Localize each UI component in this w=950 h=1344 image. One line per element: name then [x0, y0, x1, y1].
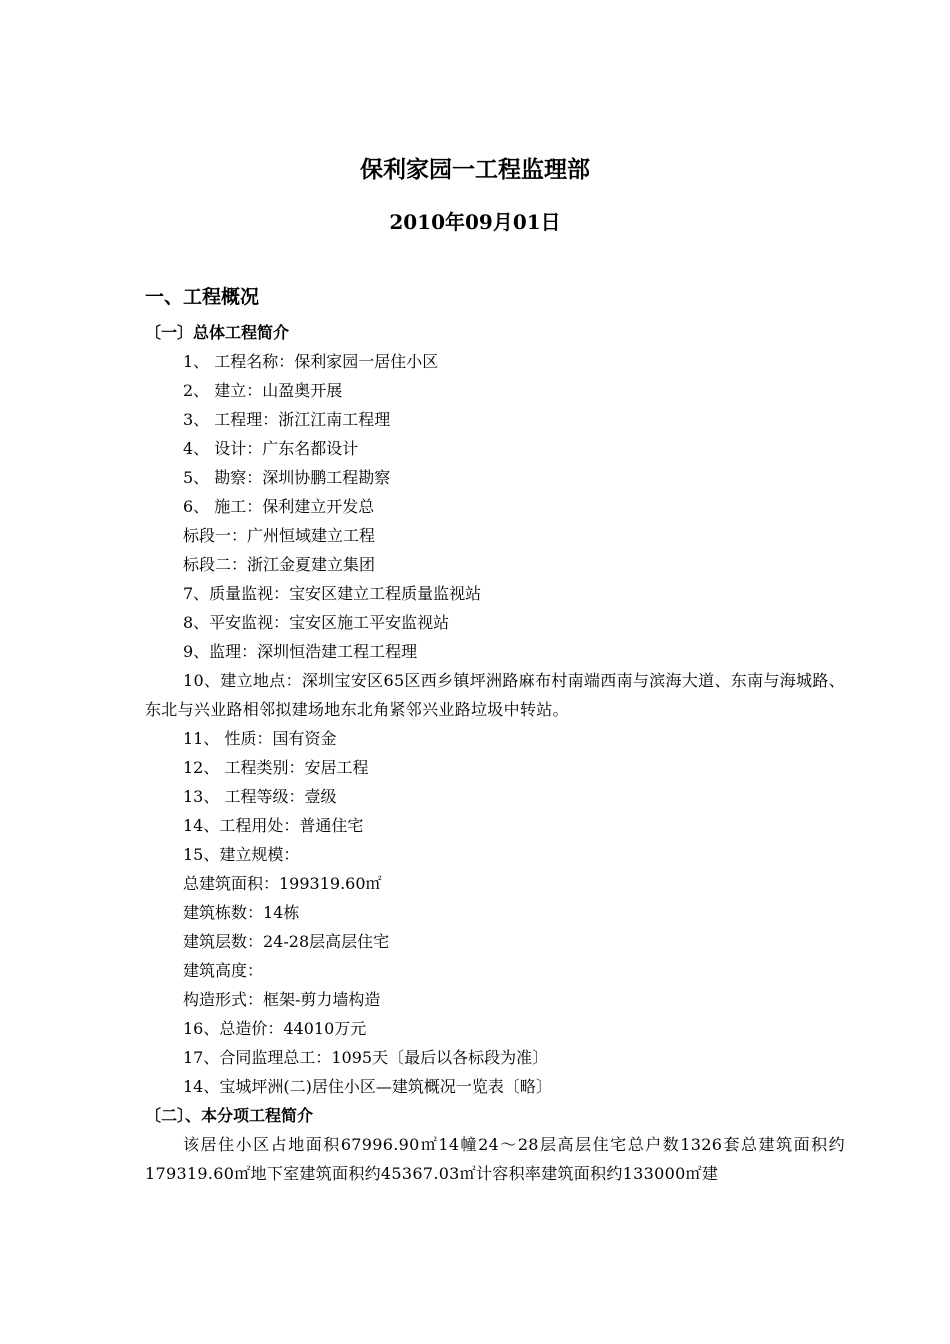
list-item: 建筑层数：24-28层高层住宅: [183, 932, 390, 951]
list-item: 16、总造价：44010万元: [183, 1019, 367, 1038]
list-item: 3、 工程理：浙江江南工程理: [183, 410, 391, 429]
subsection-heading-general: 〔一〕总体工程简介: [145, 323, 290, 342]
list-item: 8、平安监视：宝安区施工平安监视站: [183, 613, 450, 632]
list-item: 建筑高度：: [183, 961, 264, 980]
list-item: 4、 设计：广东名都设计: [183, 439, 359, 458]
list-item: 14、宝城坪洲(二)居住小区—建筑概况一览表〔略〕: [183, 1077, 552, 1096]
list-item-location: 10、建立地点：深圳宝安区65区西乡镇坪洲路麻布村南端西南与滨海大道、东南与海城路、东北与兴业路相邻拟建场地东北角紧邻兴业路垃圾中转站。: [145, 671, 845, 719]
document-date: 2010年09月01日: [389, 210, 561, 234]
section-body: [145, 318, 845, 1188]
list-item: 标段二：浙江金夏建立集团: [183, 555, 376, 574]
list-item: 9、监理：深圳恒浩建工程工程理: [183, 642, 418, 661]
list-item: 5、 勘察：深圳协鹏工程勘察: [183, 468, 391, 487]
subsection-heading-subproject: 〔二〕、本分项工程简介: [145, 1106, 314, 1125]
document-title: 保利家园一工程监理部: [360, 157, 590, 183]
section-heading-overview: 一、工程概况: [145, 286, 260, 308]
list-item: 15、建立规模：: [183, 845, 300, 864]
list-item: 2、 建立：山盈奥开展: [183, 381, 343, 400]
subproject-paragraph: 该居住小区占地面积67996.90㎡14幢24～28层高层住宅总户数1326套总建筑面积约179319.60㎡地下室建筑面积约45367.03㎡计容积率建筑面积约133000㎡建: [145, 1135, 845, 1183]
list-item: 标段一：广州恒域建立工程: [183, 526, 376, 545]
list-item: 11、 性质：国有资金: [183, 729, 337, 748]
list-item: 13、 工程等级：壹级: [183, 787, 337, 806]
list-item: 14、工程用处：普通住宅: [183, 816, 364, 835]
list-item: 6、 施工：保利建立开发总: [183, 497, 375, 516]
list-item: 7、质量监视：宝安区建立工程质量监视站: [183, 584, 482, 603]
list-item: 总建筑面积：199319.60㎡: [183, 874, 382, 893]
list-item: 1、 工程名称：保利家园一居住小区: [183, 352, 439, 371]
list-item: 构造形式：框架-剪力墙构造: [183, 990, 381, 1009]
list-item: 17、合同监理总工：1095天〔最后以各标段为准〕: [183, 1048, 549, 1067]
list-item: 建筑栋数：14栋: [183, 903, 300, 922]
list-item: 12、 工程类别：安居工程: [183, 758, 369, 777]
